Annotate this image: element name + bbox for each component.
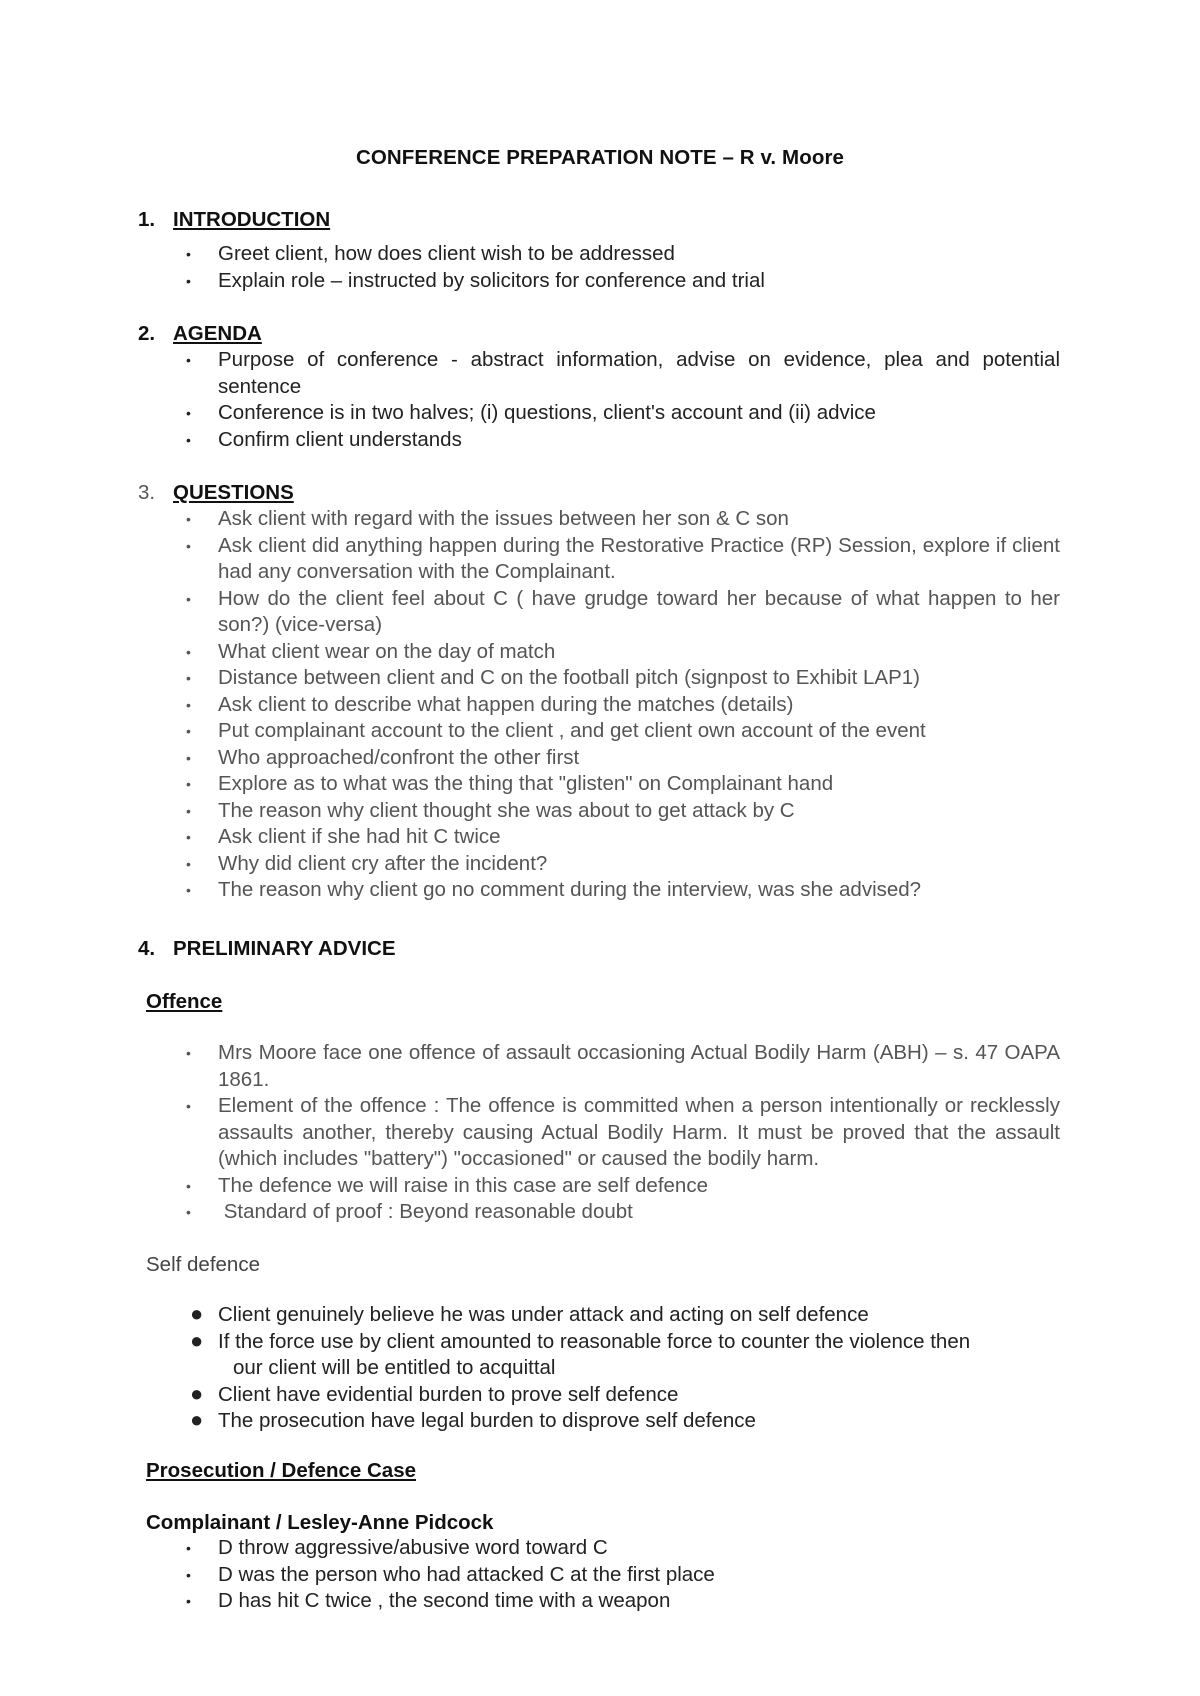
bullet-icon: ● xyxy=(190,1407,204,1432)
bullet-icon: • xyxy=(186,272,191,289)
complainant-list xyxy=(0,1535,1200,1615)
list-item: ● The prosecution have legal burden to disprove self defence xyxy=(190,1407,756,1432)
bullet-icon: • xyxy=(186,855,191,872)
questions-list xyxy=(0,506,1200,904)
list-item: • How do the client feel about C ( have grudge toward her because of what happen to her son?) (vice-versa) xyxy=(186,586,1060,636)
list-item: • Purpose of conference - abstract information, advise on evidence, plea and potential sentence xyxy=(186,348,1060,398)
introduction-list xyxy=(0,241,1200,294)
bullet-icon: ● xyxy=(190,1301,204,1326)
bullet-icon: • xyxy=(186,1204,191,1220)
bullet-icon: • xyxy=(186,1177,191,1194)
section-number: 3. xyxy=(138,481,156,504)
bullet-icon: • xyxy=(186,696,191,713)
bullet-icon: • xyxy=(186,537,191,554)
list-item: • The defence we will raise in this case are self defence xyxy=(0,1173,1200,1200)
list-item: • Explain role – instructed by solicitors for conference and trial xyxy=(0,268,1200,295)
bullet-icon: • xyxy=(186,431,191,448)
bullet-icon: • xyxy=(186,1045,191,1061)
section-title: INTRODUCTION xyxy=(173,208,331,231)
list-item: • Ask client if she had hit C twice xyxy=(0,824,1200,851)
bullet-icon: • xyxy=(186,723,191,739)
bullet-icon: • xyxy=(186,511,191,527)
section-number: 2. xyxy=(138,322,156,345)
list-item: • What client wear on the day of match xyxy=(0,639,1200,666)
section-title: QUESTIONS xyxy=(173,481,294,504)
bullet-icon: • xyxy=(186,1593,191,1609)
list-item: • D throw aggressive/abusive word toward C xyxy=(0,1535,1200,1562)
list-item: • Why did client cry after the incident? xyxy=(0,851,1200,878)
list-item: ● Client have evidential burden to prove self defence xyxy=(190,1380,679,1406)
bullet-icon: • xyxy=(186,802,191,819)
list-item: • Distance between client and C on the football pitch (signpost to Exhibit LAP1) xyxy=(0,665,1200,692)
section-number: 1. xyxy=(138,208,156,231)
list-item: • The reason why client thought she was about to get attack by C xyxy=(0,798,1200,825)
section-title: AGENDA xyxy=(173,322,262,345)
offence-list xyxy=(0,1040,1200,1226)
bullet-icon: ● xyxy=(190,1327,204,1353)
list-item: • Explore as to what was the thing that "glisten" on Complainant hand xyxy=(0,771,1200,798)
bullet-icon: • xyxy=(186,590,191,607)
section-heading-questions xyxy=(138,481,294,505)
list-item: ● Client genuinely believe he was under attack and acting on self defence xyxy=(190,1301,869,1326)
list-item: • Ask client with regard with the issues between her son & C son xyxy=(0,506,1200,533)
list-item: • Element of the offence : The offence is committed when a person intentionally or recklessly assaults another, thereby causing Actual Bodily Harm. It must be proved that the assault (which includes "battery") "occasioned" or caused the bodily harm. xyxy=(186,1094,1060,1170)
bullet-icon: • xyxy=(186,405,191,421)
bullet-icon: • xyxy=(186,1540,191,1556)
list-item: • The reason why client go no comment during the interview, was she advised? xyxy=(0,877,1200,904)
complainant-heading: Complainant / Lesley-Anne Pidcock xyxy=(146,1511,494,1534)
list-item: • Standard of proof : Beyond reasonable doubt xyxy=(0,1199,1200,1226)
list-item: • Ask client did anything happen during the Restorative Practice (RP) Session, explore if client had any conversation with the Complainant. xyxy=(186,533,1060,583)
section-heading-preliminary-advice xyxy=(138,937,396,961)
list-item: • Who approached/confront the other first xyxy=(0,745,1200,772)
bullet-icon: • xyxy=(186,776,191,792)
self-defence-list xyxy=(0,1302,1200,1435)
bullet-icon: • xyxy=(186,352,191,368)
bullet-icon: • xyxy=(186,882,191,898)
self-defence-heading: Self defence xyxy=(146,1253,260,1276)
list-item-continuation: our client will be entitled to acquittal xyxy=(233,1356,556,1379)
section-title: PRELIMINARY ADVICE xyxy=(173,937,396,960)
list-item: • Greet client, how does client wish to be addressed xyxy=(0,241,1200,268)
offence-heading: Offence xyxy=(146,990,223,1013)
list-item: • D has hit C twice , the second time with a weapon xyxy=(0,1588,1200,1615)
bullet-icon: • xyxy=(186,749,191,766)
document-title: CONFERENCE PREPARATION NOTE – R v. Moore xyxy=(355,146,845,169)
section-heading-agenda xyxy=(138,322,262,346)
section-number: 4. xyxy=(138,937,156,960)
list-item: • D was the person who had attacked C at the first place xyxy=(0,1562,1200,1589)
list-item: • Ask client to describe what happen during the matches (details) xyxy=(0,692,1200,719)
case-heading: Prosecution / Defence Case xyxy=(146,1459,417,1482)
section-heading-introduction xyxy=(138,208,330,232)
bullet-icon: • xyxy=(186,246,191,262)
bullet-icon: • xyxy=(186,643,191,660)
bullet-icon: • xyxy=(186,1098,191,1114)
list-item: • Confirm client understands xyxy=(0,427,1200,454)
bullet-icon: ● xyxy=(190,1380,204,1406)
list-item: • Mrs Moore face one offence of assault occasioning Actual Bodily Harm (ABH) – s. 47 OAPA 1861. xyxy=(186,1041,1060,1091)
list-item: • Put complainant account to the client , and get client own account of the event xyxy=(0,718,1200,745)
list-item: ● If the force use by client amounted to reasonable force to counter the violence then our client will be entitled to acquittal xyxy=(0,1329,1200,1382)
bullet-icon: • xyxy=(186,1566,191,1583)
list-item: • Conference is in two halves; (i) questions, client's account and (ii) advice xyxy=(0,400,1200,427)
bullet-icon: • xyxy=(186,670,191,686)
bullet-icon: • xyxy=(186,829,191,845)
agenda-list xyxy=(0,347,1200,453)
